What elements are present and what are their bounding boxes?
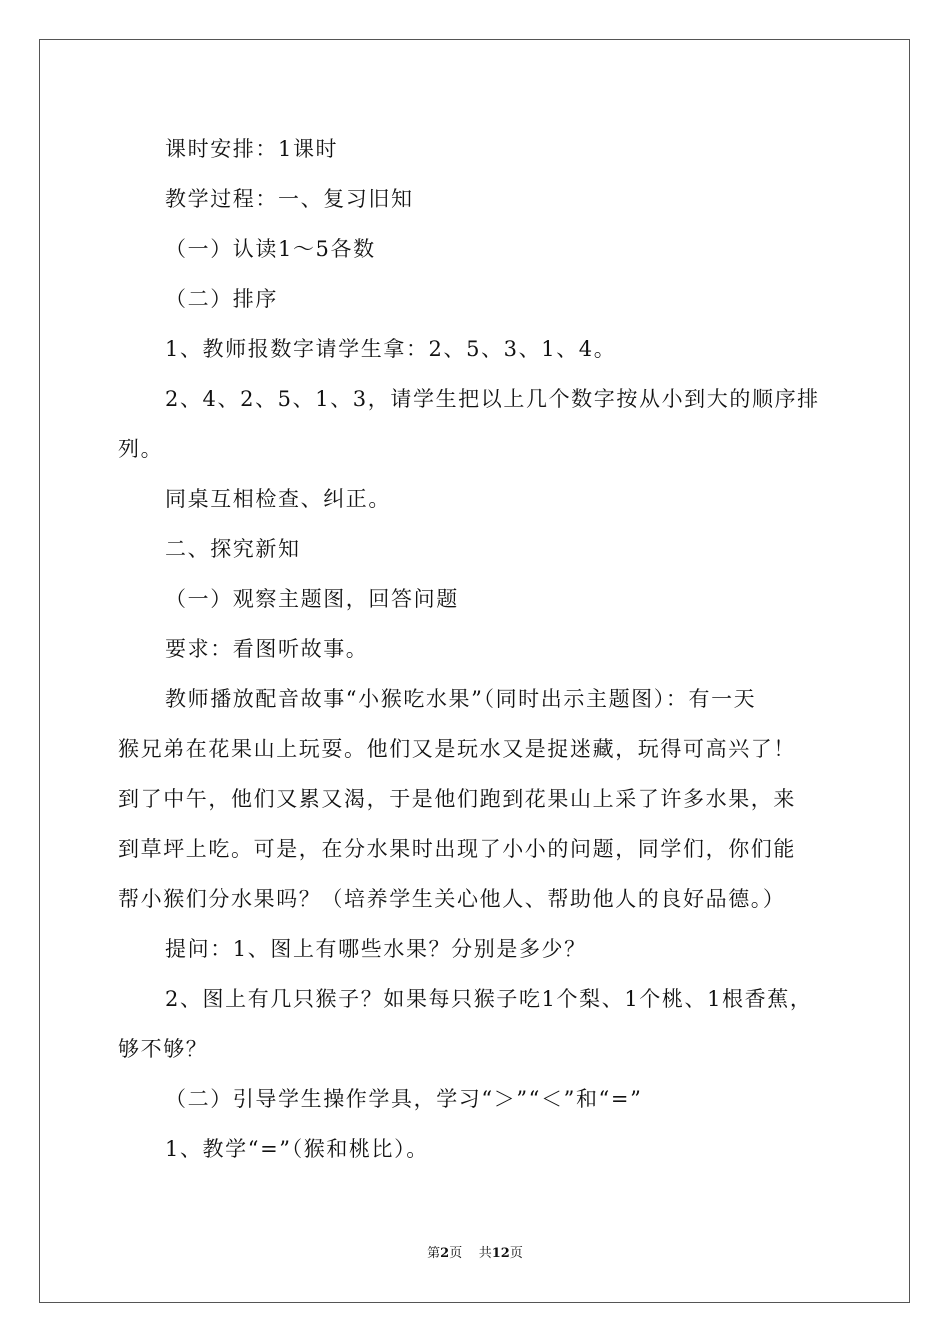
text-line: 教学过程：一、复习旧知 (165, 187, 414, 211)
page-number: 2 (440, 1246, 450, 1261)
text-line: 教师播放配音故事“小猴吃水果”（同时出示主题图）：有一天 (165, 687, 757, 711)
text-line: 二、探究新知 (165, 537, 301, 561)
text-line: 2、4、2、5、1、3，请学生把以上几个数字按从小到大的顺序排 (165, 387, 820, 411)
text-line: 同桌互相检查、纠正。 (165, 487, 391, 511)
text-line: （一）认读1～5各数 (165, 237, 376, 261)
total-prefix: 共 (478, 1246, 492, 1261)
text-line: 1、教师报数字请学生拿：2、5、3、1、4。 (165, 337, 617, 361)
text-line: （二）排序 (165, 287, 278, 311)
text-line: （二）引导学生操作学具，学习“＞”“＜”和“=” (165, 1087, 643, 1111)
text-line: 提问：1、图上有哪些水果？分别是多少？ (165, 937, 587, 961)
text-line: （一）观察主题图，回答问题 (165, 587, 459, 611)
text-line: 够不够？ (118, 1037, 209, 1061)
text-line: 猴兄弟在花果山上玩耍。他们又是玩水又是捉迷藏，玩得可高兴了！ (118, 737, 796, 761)
total-suffix: 页 (509, 1246, 523, 1261)
page-suffix: 页 (449, 1246, 463, 1261)
text-line: 2、图上有几只猴子？如果每只猴子吃1个梨、1个桃、1根香蕉， (165, 987, 813, 1011)
page-footer (0, 1244, 950, 1264)
text-line: 列。 (118, 437, 164, 461)
text-line: 课时安排：1课时 (165, 137, 339, 161)
text-line: 要求：看图听故事。 (165, 637, 369, 661)
page-prefix: 第 (427, 1246, 441, 1261)
text-line: 到了中午，他们又累又渴，于是他们跑到花果山上采了许多水果，来 (118, 787, 796, 811)
text-line: 1、教学“=”（猴和桃比）。 (165, 1137, 429, 1161)
text-line: 帮小猴们分水果吗？（培养学生关心他人、帮助他人的良好品德。） (118, 887, 786, 911)
text-line: 到草坪上吃。可是，在分水果时出现了小小的问题，同学们，你们能 (118, 837, 796, 861)
total-pages: 12 (491, 1246, 510, 1261)
